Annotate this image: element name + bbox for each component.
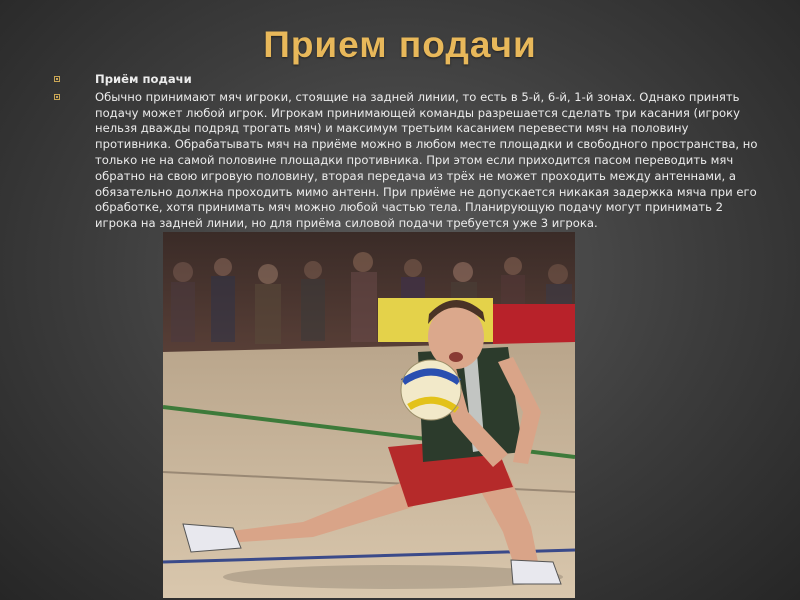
- shoe-left: [183, 524, 241, 552]
- volleyball-icon: [401, 360, 461, 420]
- bullet-paragraph: Обычно принимают мяч игроки, стоящие на задней линии, то есть в 5-й, 6-й, 1-й зонах. Однако принять подачу может любой игрок. Игрокам принимающей команды разрешается сделать три касания (игроку нельзя дважды подряд трогать мяч) и максимум третьим касанием перевести мяч на половину противника. Обрабатывать мяч на приёме можно в любом месте площадки и свободного пространства, но только не на самой половине площадки противника. При этом если приходится пасом переводить мяч обратно на свою игровую половину, вторая передача из трёх не может проходить между антеннами, а обязательно должна проходить мимо антенн. При приёме не допускается никакая задержка мяча при его обработке, хотя принимать мяч можно любой частью тела. Планирующую подачу могут принимать 2 игрока на задней линии, но для приёма силовой подачи требуется уже 3 игрока.: [95, 89, 758, 231]
- ad-board-red: [493, 304, 575, 344]
- list-item: [54, 72, 764, 88]
- bullet-heading: Приём подачи: [95, 72, 192, 86]
- bullet-icon: [54, 94, 60, 100]
- volleyball-photo: [163, 232, 575, 598]
- list-item: [54, 90, 764, 232]
- bullet-icon: [54, 76, 60, 82]
- slide-title: Прием подачи: [263, 24, 537, 65]
- bullet-list: [54, 72, 764, 232]
- volleyball-illustration: [163, 232, 575, 598]
- shoe-right: [511, 560, 561, 584]
